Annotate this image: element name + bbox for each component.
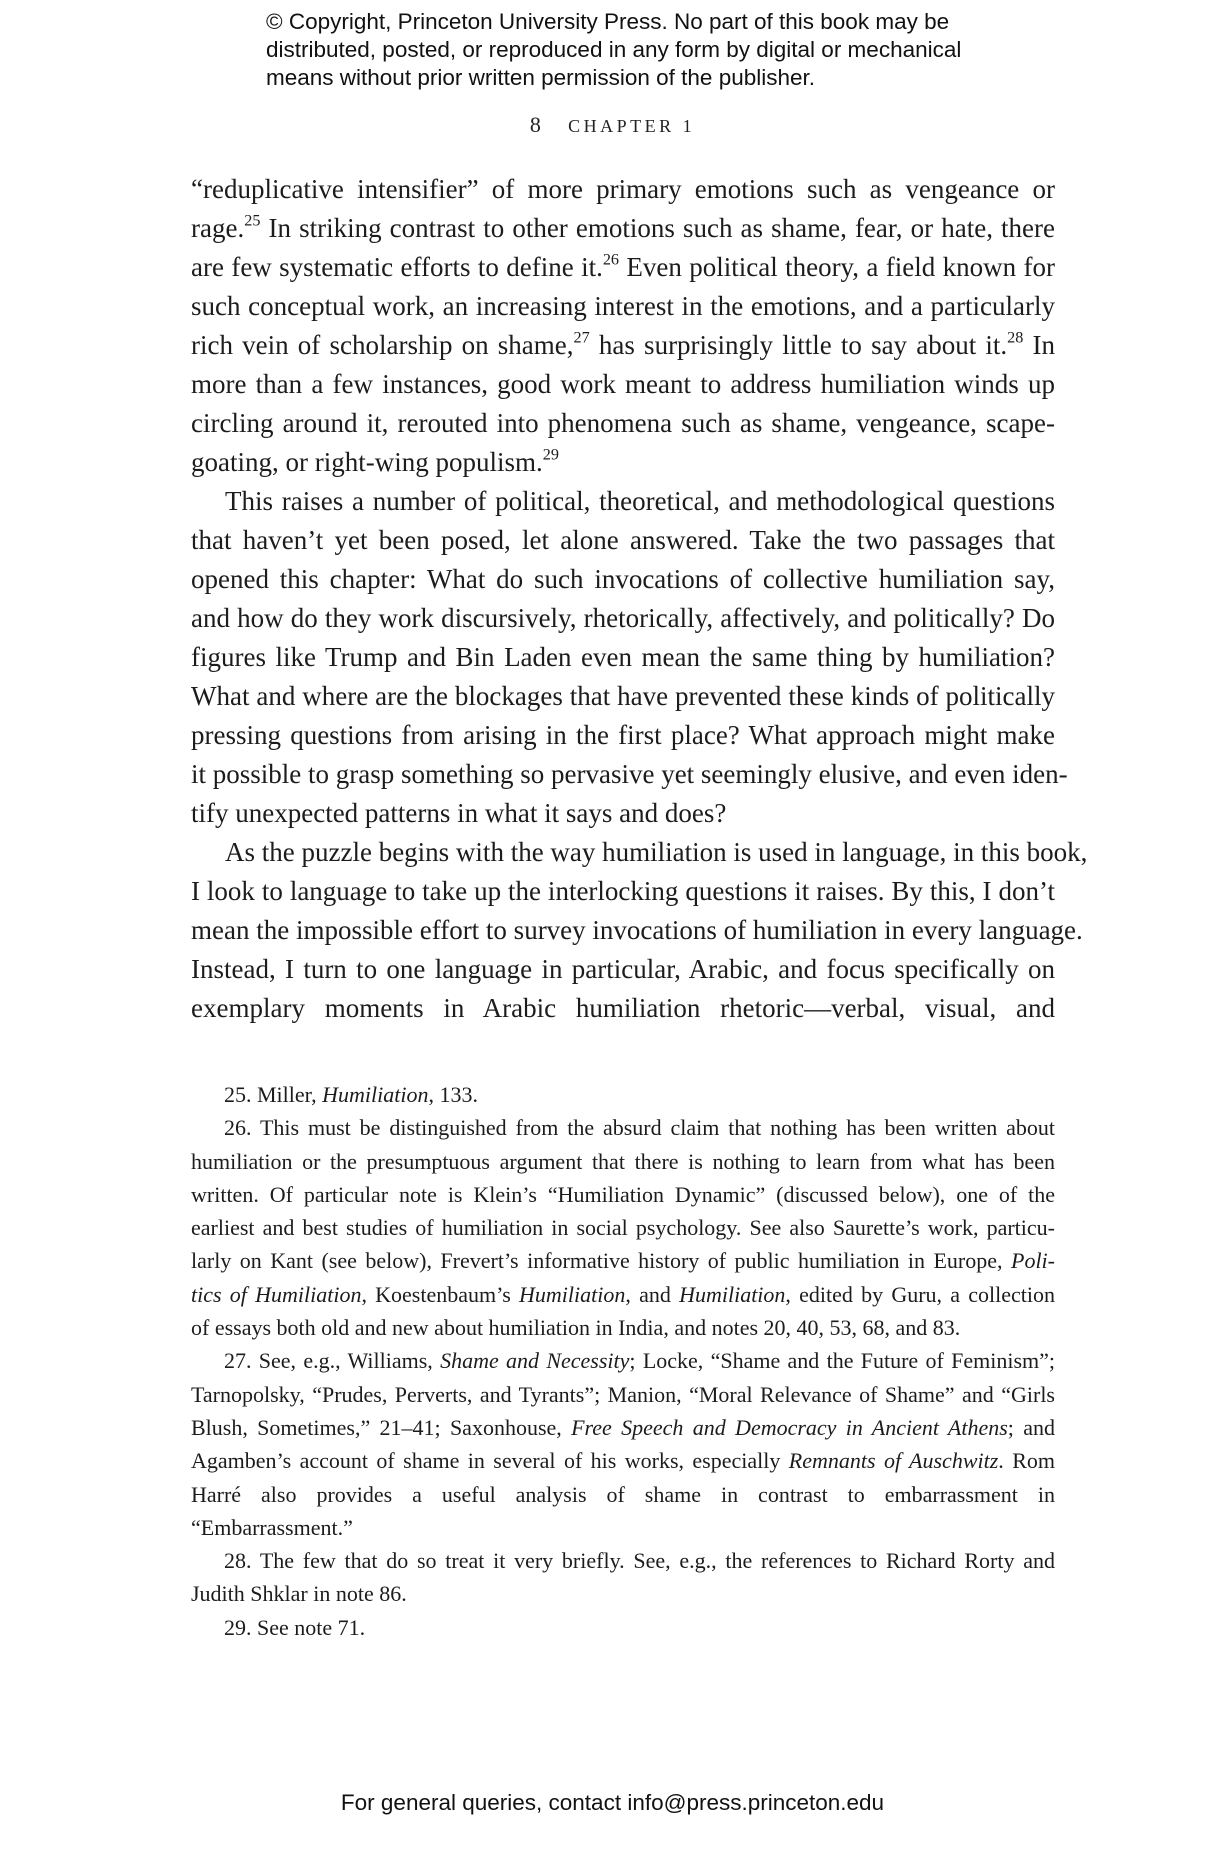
body-line-text: Even political theory, a field known for: [619, 252, 1055, 282]
footnote-text: 29. See note 71.: [224, 1614, 366, 1640]
footnote-text: Judith Shklar in note 86.: [191, 1581, 407, 1607]
footnote-ref: 25: [244, 211, 261, 230]
footnote-line: [191, 1078, 1055, 1111]
body-line-text: This raises a number of political, theoretical, and methodological questions: [225, 486, 1055, 516]
footnote-line: [191, 1511, 1055, 1544]
footnote-text: “Embarrassment.”: [191, 1514, 353, 1540]
body-line: [191, 560, 1055, 599]
footnote-text: 26. This must be distinguished from the absurd claim that nothing has been written about: [224, 1115, 1055, 1141]
chapter-label: CHAPTER 1: [568, 116, 696, 136]
page-number: 8: [529, 112, 541, 137]
footnote-title: Humiliation: [322, 1082, 429, 1107]
footnote-text: Agamben’s account of shame in several of his works, especially: [191, 1448, 789, 1474]
copyright-line: © Copyright, Princeton University Press. No part of this book may be: [266, 9, 950, 34]
footnote-text: of essays both old and new about humiliation in India, and notes 20, 40, 53, 68, and 83.: [191, 1315, 961, 1341]
footnote-title: Humiliation: [679, 1281, 786, 1307]
footnote-text: Blush, Sometimes,” 21–41; Saxonhouse,: [191, 1414, 572, 1440]
footnote-title: Remnants of Auschwitz: [788, 1448, 999, 1474]
body-line-text: it possible to grasp something so pervasive yet seemingly elusive, and even iden-: [191, 759, 1068, 789]
body-line-text: mean the impossible effort to survey invocations of humiliation in every language.: [191, 915, 1083, 945]
body-line: [191, 170, 1055, 209]
footnote-text: ; Locke, “Shame and the Future of Feminism”;: [629, 1348, 1056, 1374]
body-line-text: rich vein of scholarship on shame,: [191, 330, 574, 360]
body-line-text: such conceptual work, an increasing interest in the emotions, and a particularly: [191, 291, 1055, 321]
footnotes: [191, 1078, 1055, 1644]
footnote-ref: 27: [573, 328, 590, 347]
body-line-text: that haven’t yet been posed, let alone answered. Take the two passages that: [191, 525, 1055, 555]
body-line-text: What and where are the blockages that have prevented these kinds of politically: [191, 681, 1055, 711]
footnote-title: Shame and Necessity: [440, 1348, 630, 1374]
footnote-line: [191, 1178, 1055, 1211]
footnote-text: 28. The few that do so treat it very briefly. See, e.g., the references to Richard Rorty and: [224, 1548, 1055, 1574]
body-line-text: In: [1023, 330, 1056, 360]
body-line: [191, 326, 1055, 365]
footnote-title: Humiliation: [519, 1281, 626, 1307]
body-line: [191, 209, 1055, 248]
body-line: [191, 950, 1055, 989]
footer-contact: For general queries, contact info@press.princeton.edu: [340, 1790, 885, 1815]
footnote-text: , edited by Guru, a collection: [785, 1281, 1055, 1307]
footnote-ref: 26: [602, 250, 620, 269]
body-line-text: In striking contrast to other emotions such as shame, fear, or hate, there: [260, 213, 1055, 243]
footnote-text: , 133.: [428, 1082, 478, 1107]
body-line: [191, 521, 1055, 560]
footnote-line: [191, 1211, 1055, 1244]
footnote-line: [191, 1145, 1055, 1178]
body-text: [191, 170, 1088, 1028]
body-line: [191, 911, 1083, 950]
body-line-text: circling around it, rerouted into phenomena such as shame, vengeance, scape-: [191, 408, 1055, 438]
footnote-text: written. Of particular note is Klein’s “Humiliation Dynamic” (discussed below), one of the: [191, 1181, 1055, 1207]
footnote-line: [191, 1244, 1055, 1277]
body-line-text: “reduplicative intensifier” of more primary emotions such as vengeance or: [191, 174, 1055, 204]
footnote-text: ; and: [1007, 1414, 1055, 1440]
footnote-line: [191, 1344, 1055, 1377]
footnote-text: , and: [625, 1281, 680, 1307]
copyright-line: distributed, posted, or reproduced in any form by digital or mechanical: [266, 37, 962, 62]
body-line: [191, 872, 1055, 911]
running-head: [0, 112, 1225, 138]
body-line-text: goating, or right-wing populism.: [191, 447, 543, 477]
body-line-text: and how do they work discursively, rhetorically, affectively, and politically? Do: [191, 603, 1055, 633]
footnote-ref: 29: [542, 445, 559, 464]
footnote-line: [191, 1278, 1055, 1311]
footnote-line: [191, 1411, 1055, 1444]
body-line-text: exemplary moments in Arabic humiliation rhetoric—verbal, visual, and: [191, 993, 1055, 1023]
footnote-line: [191, 1478, 1055, 1511]
footnote-line: [191, 1611, 1055, 1644]
footnote-text: , Koestenbaum’s: [361, 1281, 520, 1307]
footnote-text: . Rom: [998, 1448, 1055, 1474]
footnote-line: [191, 1378, 1055, 1411]
footnote-text: earliest and best studies of humiliation in social psychology. See also Saurette’s work, particu-: [191, 1215, 1055, 1241]
footnote-text: 27. See, e.g., Williams,: [224, 1348, 441, 1374]
footnote-ref: 28: [1007, 328, 1024, 347]
body-line-text: tify unexpected patterns in what it says and does?: [191, 798, 727, 828]
footnote-text: humiliation or the presumptuous argument that there is nothing to learn from what has been: [191, 1148, 1055, 1174]
body-line: [191, 287, 1055, 326]
body-line: [191, 989, 1055, 1028]
body-line-text: rage.: [191, 213, 245, 243]
body-line-text: more than a few instances, good work meant to address humiliation winds up: [191, 369, 1055, 399]
footnote-line: [191, 1577, 1055, 1610]
footnote-text: Tarnopolsky, “Prudes, Perverts, and Tyrants”; Manion, “Moral Relevance of Shame” and “Girls: [191, 1381, 1055, 1407]
footnote-line: [191, 1111, 1055, 1144]
copyright-line: means without prior written permission of the publisher.: [266, 65, 816, 90]
body-line-text: opened this chapter: What do such invocations of collective humiliation say,: [191, 564, 1055, 594]
footnote-line: [191, 1544, 1055, 1577]
body-line: [191, 482, 1055, 521]
body-line: [191, 755, 1068, 794]
body-line: [191, 794, 1055, 833]
footnote-text: larly on Kant (see below), Frevert’s informative history of public humiliation in Europe,: [191, 1248, 1011, 1274]
footnote-line: [191, 1311, 1055, 1344]
body-line-text: figures like Trump and Bin Laden even mean the same thing by humiliation?: [191, 642, 1055, 672]
footnote-text: 25. Miller,: [224, 1082, 323, 1107]
body-line: [191, 833, 1088, 872]
body-line: [191, 443, 1055, 482]
footnote-title: tics of Humiliation: [191, 1281, 362, 1307]
body-line: [191, 248, 1055, 287]
copyright-notice: [266, 8, 1006, 92]
footnote-line: [191, 1444, 1055, 1477]
body-line: [191, 599, 1055, 638]
footnote-text: Harré also provides a useful analysis of shame in contrast to embarrassment in: [191, 1481, 1055, 1507]
body-line: [191, 677, 1055, 716]
body-line-text: has surprisingly little to say about it.: [589, 330, 1008, 360]
body-line: [191, 404, 1055, 443]
body-line-text: Instead, I turn to one language in particular, Arabic, and focus specifically on: [191, 954, 1055, 984]
body-line: [191, 638, 1055, 677]
body-line: [191, 716, 1055, 755]
footnote-title: Free Speech and Democracy in Ancient Athens: [571, 1414, 1008, 1440]
footnote-title: Poli-: [1011, 1248, 1055, 1274]
body-line: [191, 365, 1055, 404]
body-line-text: As the puzzle begins with the way humiliation is used in language, in this book,: [225, 837, 1088, 867]
body-line-text: pressing questions from arising in the first place? What approach might make: [191, 720, 1055, 750]
body-line-text: are few systematic efforts to define it.: [191, 252, 603, 282]
body-line-text: I look to language to take up the interlocking questions it raises. By this, I don’t: [191, 876, 1055, 906]
